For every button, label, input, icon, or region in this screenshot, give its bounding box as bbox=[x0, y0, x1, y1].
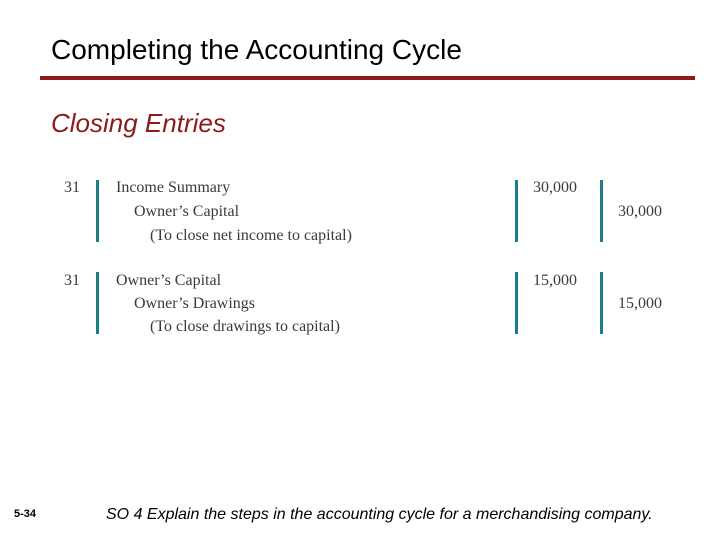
credit-account: Owner’s Drawings bbox=[134, 295, 256, 312]
entry-explanation: (To close drawings to capital) bbox=[150, 318, 340, 335]
credit-amount: 30,000 bbox=[618, 203, 662, 220]
credit-amount: 15,000 bbox=[618, 295, 662, 312]
title-underline bbox=[40, 76, 695, 80]
slide-title: Completing the Accounting Cycle bbox=[51, 34, 462, 65]
journal-rule bbox=[96, 180, 99, 242]
journal-rule bbox=[96, 272, 99, 334]
journal-rule bbox=[515, 180, 518, 242]
debit-account: Owner’s Capital bbox=[116, 272, 222, 289]
journal-rule bbox=[515, 272, 518, 334]
entry-date: 31 bbox=[64, 272, 80, 289]
debit-account: Income Summary bbox=[116, 179, 231, 196]
journal-rule bbox=[600, 272, 603, 334]
section-subtitle: Closing Entries bbox=[51, 108, 226, 138]
slide-number: 5-34 bbox=[14, 508, 37, 520]
study-objective: SO 4 Explain the steps in the accounting cycle for a merchandising company. bbox=[106, 506, 653, 523]
debit-amount: 30,000 bbox=[533, 179, 577, 196]
debit-amount: 15,000 bbox=[533, 272, 577, 289]
entry-date: 31 bbox=[64, 179, 80, 196]
entry-explanation: (To close net income to capital) bbox=[150, 227, 352, 244]
journal-rule bbox=[600, 180, 603, 242]
credit-account: Owner’s Capital bbox=[134, 203, 240, 220]
